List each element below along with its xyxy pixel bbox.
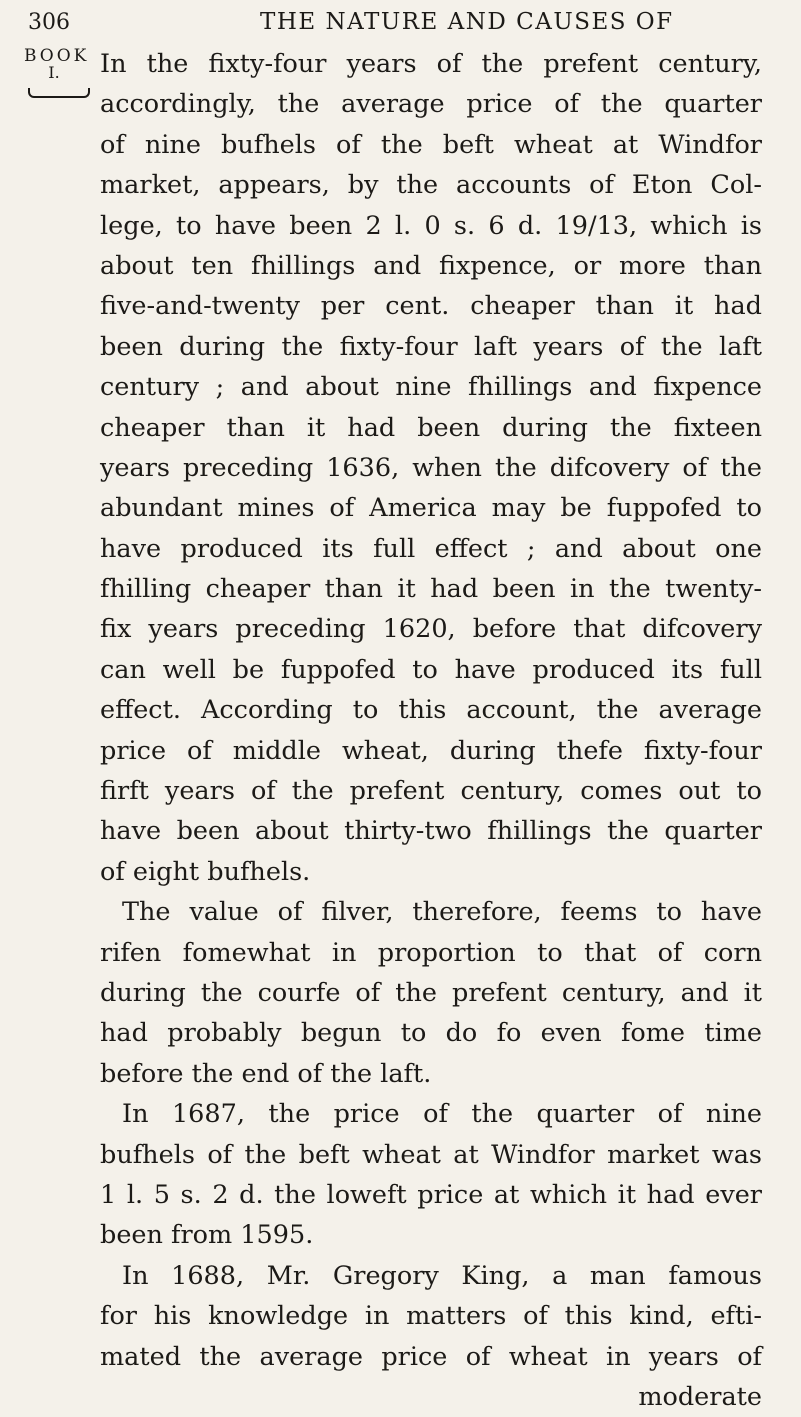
page-header (20, 2, 780, 46)
text-line: In 1688, Mr. Gregory King, a man famous (122, 1260, 762, 1291)
text-line: price of middle wheat, during thefe fixty-four (100, 735, 762, 766)
text-line: century ; and about nine fhillings and fixpence (100, 372, 762, 403)
text-line: about ten fhillings and fixpence, or more than (100, 250, 762, 281)
text-line: The value of filver, therefore, feems to have (122, 897, 762, 928)
text-line: during the courfe of the prefent century, and it (100, 977, 762, 1008)
text-line: can well be fuppofed to have produced its full (100, 654, 762, 685)
text-line: fhilling cheaper than it had been in the twenty- (100, 574, 762, 605)
text-line: been during the fixty-four laft years of the laft (100, 331, 762, 362)
text-line: rifen fomewhat in proportion to that of corn (100, 937, 762, 968)
text-line: for his knowledge in matters of this kind, efti- (100, 1301, 762, 1332)
text-line: fix years preceding 1620, before that difcovery (100, 614, 762, 645)
text-line: have produced its full effect ; and about one (100, 533, 762, 564)
running-head: THE NATURE AND CAUSES OF (260, 9, 674, 35)
text-line: 1 l. 5 s. 2 d. the loweft price at which it had ever (100, 1179, 762, 1210)
text-line: firft years of the prefent century, comes out to (100, 776, 762, 807)
text-line: mated the average price of wheat in years of (100, 1341, 762, 1372)
text-line: years preceding 1636, when the difcovery of the (100, 452, 762, 483)
text-line: In 1687, the price of the quarter of nine (122, 1099, 762, 1130)
text-line: lege, to have been 2 l. 0 s. 6 d. 19/13, which is (100, 210, 762, 241)
margin-note (24, 46, 90, 82)
margin-volume-label: I. (48, 63, 60, 82)
text-line: bufhels of the beft wheat at Windfor market was (100, 1139, 762, 1170)
text-line: moderate (638, 1381, 762, 1412)
body-text (100, 44, 762, 1417)
text-line: had probably begun to do fo even fome time (100, 1018, 762, 1049)
text-line: cheaper than it had been during the fixteen (100, 412, 762, 443)
text-line: of eight bufhels. (100, 856, 311, 887)
text-line: have been about thirty-two fhillings the quarter (100, 816, 762, 847)
text-line: five-and-twenty per cent. cheaper than it had (100, 291, 762, 322)
text-line: of nine bufhels of the beft wheat at Windfor (100, 129, 762, 160)
margin-book-label: BOOK (24, 46, 90, 66)
text-line: In the fixty-four years of the prefent century, (100, 49, 762, 79)
brace-ornament (28, 88, 90, 98)
text-line: market, appears, by the accounts of Eton Col- (100, 170, 762, 201)
text-line: effect. According to this account, the average (100, 695, 762, 726)
text-line: before the end of the laft. (100, 1058, 432, 1089)
page-number: 306 (28, 10, 70, 35)
text-line: accordingly, the average price of the quarter (100, 89, 762, 120)
text-line: abundant mines of America may be fuppofed to (100, 493, 762, 524)
text-line: been from 1595. (100, 1220, 314, 1251)
